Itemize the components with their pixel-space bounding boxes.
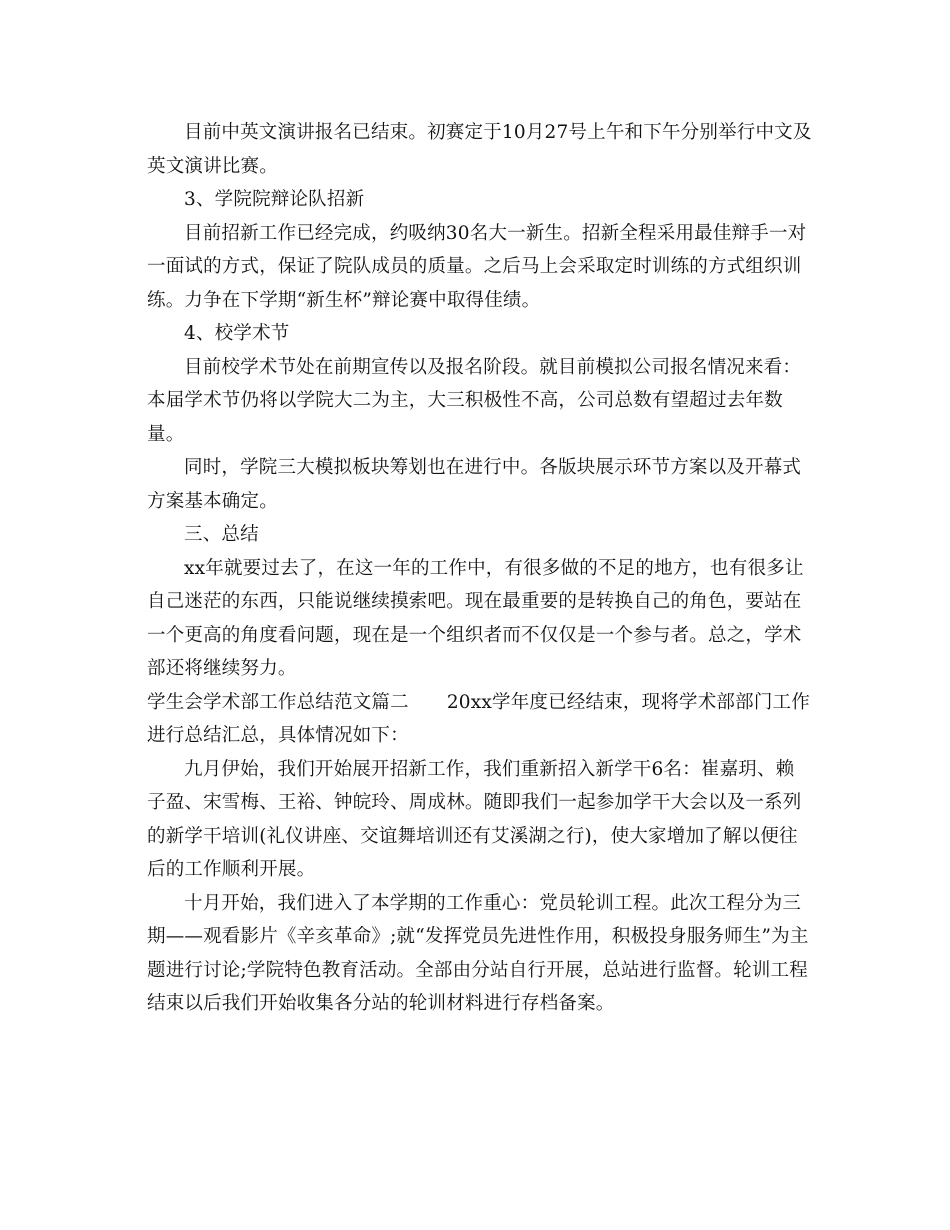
paragraph-speech-contest: 目前中英文演讲报名已结束。初赛定于10月27号上午和下午分别举行中文及英文演讲比赛。 [147, 122, 812, 177]
document-body [147, 116, 812, 1021]
paragraph-simulation-boards: 同时，学院三大模拟板块筹划也在进行中。各版块展示环节方案以及开幕式方案基本确定。 [147, 457, 802, 512]
section-title: 学生会学术部工作总结范文篇二 [147, 691, 409, 713]
heading-summary: 三、总结 [184, 524, 259, 545]
paragraph-october: 十月开始，我们进入了本学期的工作重心：党员轮训工程。此次工程分为三期——观看影片《辛亥革命》;就“发挥党员先进性作用，积极投身服务师生”为主题进行讨论;学院特色教育活动。全部由分站自行开展，总站进行监督。轮训工程结束以后我们开始收集各分站的轮训材料进行存档备案。 [147, 892, 809, 1014]
heading-academic-festival: 4、校学术节 [184, 323, 290, 344]
paragraph-september: 九月伊始，我们开始展开招新工作，我们重新招入新学干6名：崔嘉玥、赖子盈、宋雪梅、王裕、钟皖玲、周成林。随即我们一起参加学干大会以及一系列的新学干培训(礼仪讲座、交谊舞培训还有艾溪湖之行)，使大家增加了解以便往后的工作顺利开展。 [147, 758, 802, 880]
section-intro-text: 20xx学年度已经结束，现将学术部部门工作进行总结汇总，具体情况如下： [147, 691, 810, 746]
paragraph-festival-registration: 目前校学术节处在前期宣传以及报名阶段。就目前模拟公司报名情况来看：本届学术节仍将以学院大二为主，大三积极性不高，公司总数有望超过去年数量。 [147, 356, 802, 445]
heading-debate-team: 3、学院院辩论队招新 [184, 189, 365, 210]
section-two-intro [147, 686, 812, 753]
paragraph-debate-recruit: 目前招新工作已经完成，约吸纳30名大一新生。招新全程采用最佳辩手一对一面试的方式，保证了院队成员的质量。之后马上会采取定时训练的方式组织训练。力争在下学期“新生杯”辩论赛中取得佳绩。 [147, 222, 807, 311]
paragraph-summary: xx年就要过去了，在这一年的工作中，有很多做的不足的地方，也有很多让自己迷茫的东西，只能说继续摸索吧。现在最重要的是转换自己的角色，要站在一个更高的角度看问题，现在是一个组织者而不仅仅是一个参与者。总之，学术部还将继续努力。 [147, 557, 804, 679]
